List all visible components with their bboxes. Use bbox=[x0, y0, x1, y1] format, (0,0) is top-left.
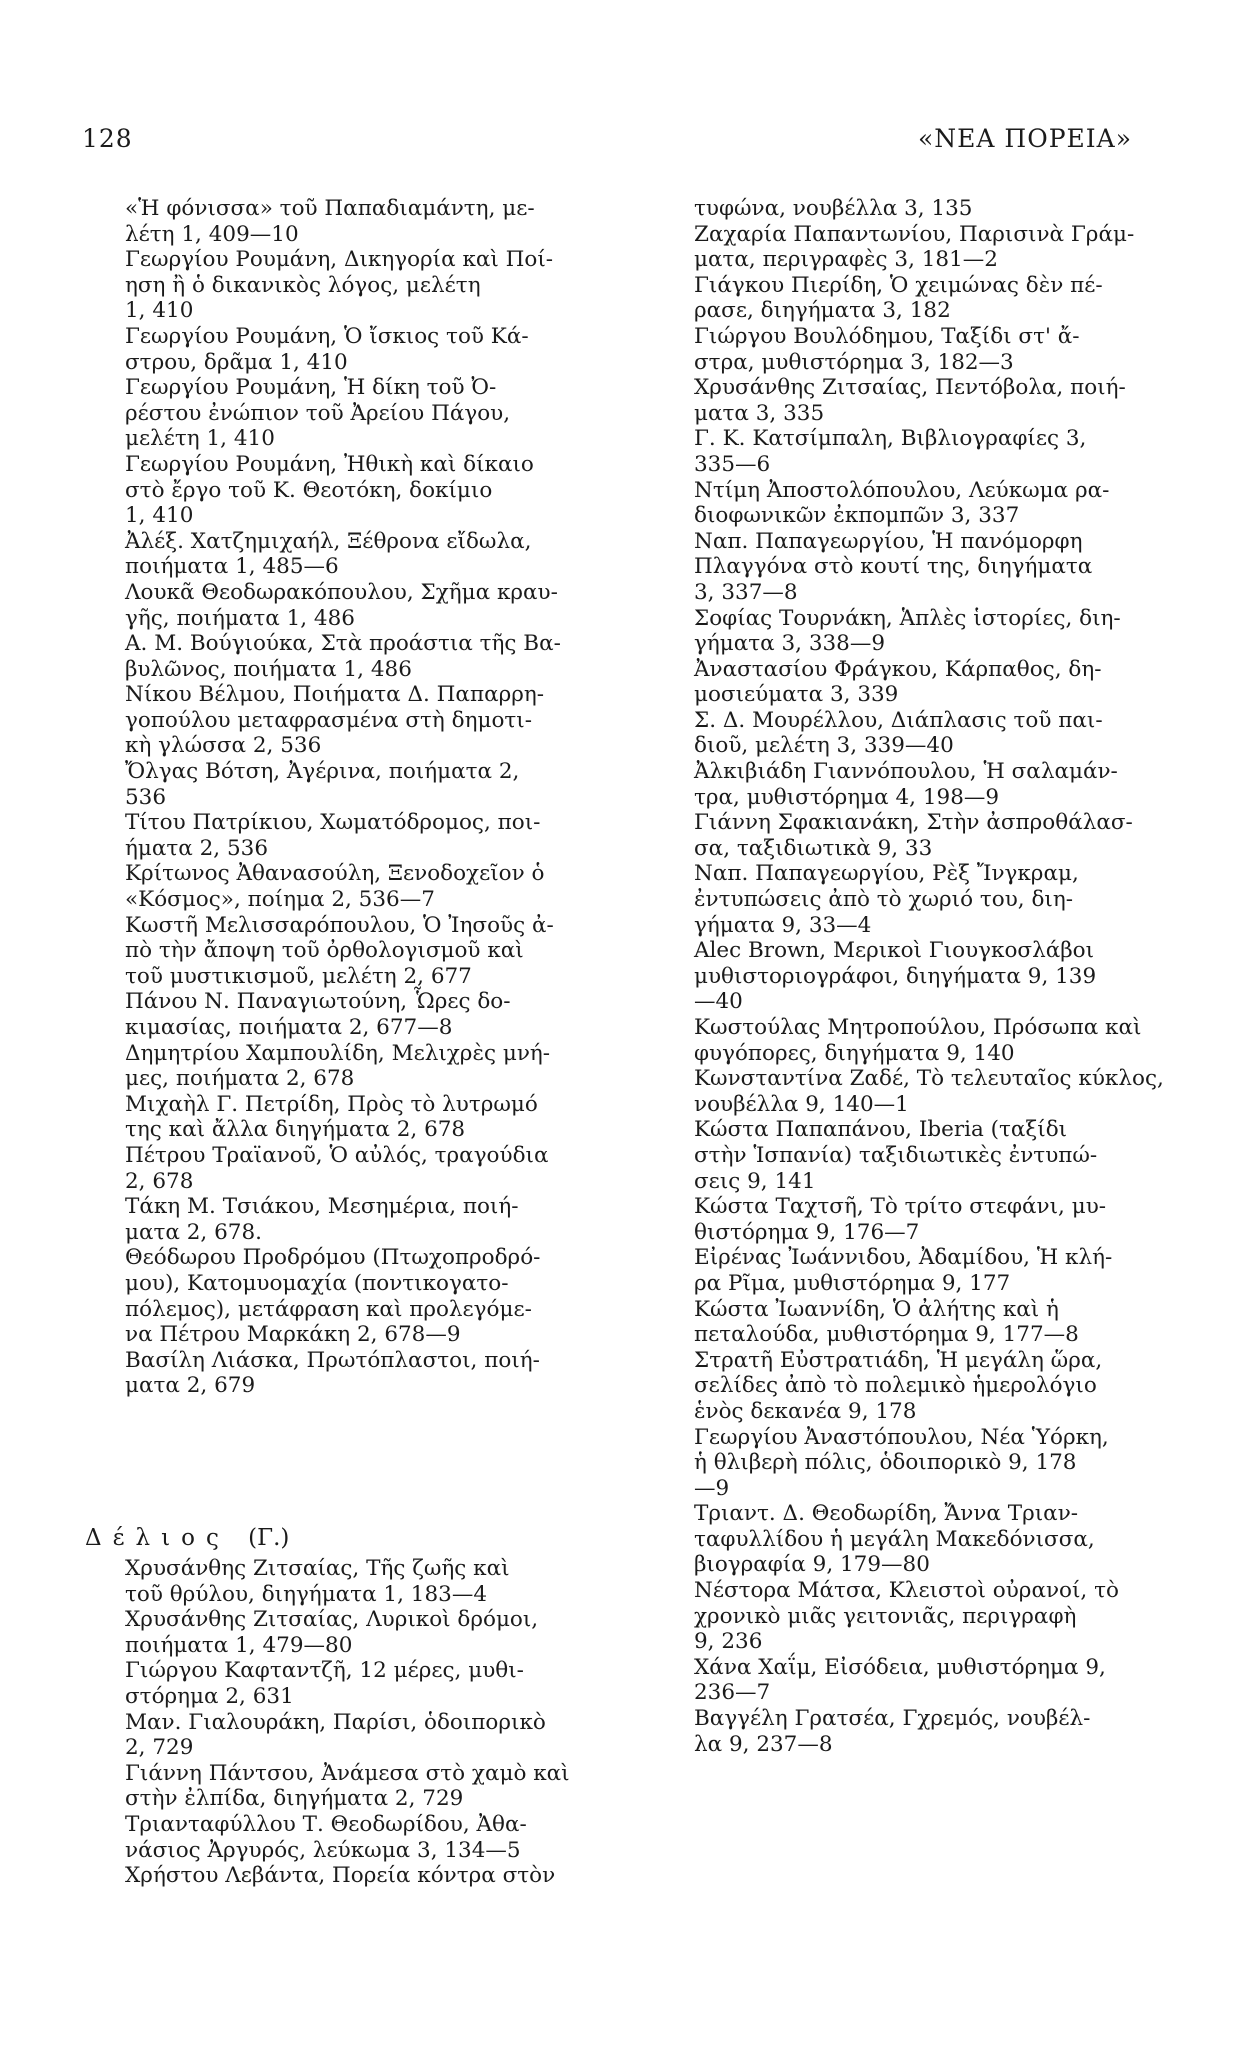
bibliography-entry bbox=[125, 1348, 630, 1399]
bibliography-entry bbox=[125, 375, 630, 452]
entry-line: Κωστούλας Μητροπούλου, Πρόσωπα καὶ bbox=[694, 1015, 1142, 1040]
entry-line: Alec Brown, Μερικοὶ Γιουγκοσλάβοι bbox=[694, 938, 1095, 964]
entry-line: ταφυλλίδου ἡ μεγάλη Μακεδόνισσα, bbox=[694, 1526, 1095, 1552]
entry-line: Γιάννη Πάντσου, Ἀνάμεσα στὸ χαμὸ καὶ bbox=[125, 1760, 570, 1786]
entry-line: χρονικὸ μιᾶς γειτονιᾶς, περιγραφὴ bbox=[694, 1603, 1077, 1629]
bibliography-entry bbox=[694, 324, 1214, 375]
bibliography-entry bbox=[694, 657, 1214, 708]
entry-line: Μαν. Γιαλουράκη, Παρίσι, ὁδοιπορικὸ bbox=[125, 1709, 546, 1735]
entry-line: Πλαγγόνα στὸ κουτί της, διηγήματα bbox=[694, 554, 1093, 580]
entry-line: Ὄλγας Βότση, Ἀγέρινα, ποιήματα 2, bbox=[125, 759, 520, 785]
entry-line: ματα 2, 679 bbox=[125, 1373, 256, 1399]
entry-line: Γιώργου Βουλόδημου, Ταξίδι στ' ἄ- bbox=[694, 323, 1080, 349]
entry-line: Νίκου Βέλμου, Ποιήματα Δ. Παπαρρη- bbox=[125, 682, 545, 708]
bibliography-entry bbox=[694, 606, 1214, 657]
entry-line: Δημητρίου Χαμπουλίδη, Μελιχρὲς μνή- bbox=[125, 1040, 551, 1066]
entry-line: τοῦ θρύλου, διηγήματα 1, 183—4 bbox=[125, 1581, 487, 1607]
entry-line: Ντίμη Ἀποστολόπουλου, Λεύκωμα ρα- bbox=[694, 477, 1110, 503]
entry-line: Κώστα Παπαπάνου, Iberia (ταξίδι bbox=[694, 1117, 1068, 1143]
entry-line: Βασίλη Λιάσκα, Πρωτόπλαστοι, ποιή- bbox=[125, 1347, 540, 1373]
bibliography-entry bbox=[694, 273, 1214, 324]
page-header bbox=[0, 0, 1250, 153]
entry-line: 1, 410 bbox=[125, 503, 194, 529]
entry-line: Θεόδωρου Προδρόμου (Πτωχοπροδρό- bbox=[125, 1245, 541, 1271]
entry-line: Πάνου Ν. Παναγιωτούνη, Ὧρες δο- bbox=[125, 989, 511, 1015]
entry-line: ρέστου ἐνώπιον τοῦ Ἀρείου Πάγου, bbox=[125, 400, 511, 426]
entry-line: λα 9, 237—8 bbox=[694, 1731, 833, 1757]
entry-line: Γιάννη Σφακιανάκη, Στὴν ἀσπροθάλασ- bbox=[694, 810, 1133, 836]
entry-line: Νέστορα Μάτσα, Κλειστοὶ οὐρανοί, τὸ bbox=[694, 1578, 1119, 1604]
bibliography-entry bbox=[125, 580, 630, 631]
entry-line: μελέτη 1, 410 bbox=[125, 426, 275, 452]
entry-line: Κώστα Ταχτσῆ, Τὸ τρίτο στεφάνι, μυ- bbox=[694, 1194, 1107, 1220]
entry-line: «Ἡ φόνισσα» τοῦ Παπαδιαμάντη, με- bbox=[125, 196, 535, 221]
entry-line: ρασε, διηγήματα 3, 182 bbox=[694, 298, 951, 324]
bibliography-entry bbox=[694, 375, 1214, 426]
entry-line: σεις 9, 141 bbox=[694, 1168, 816, 1194]
entry-line: Γ. Κ. Κατσίμπαλη, Βιβλιογραφίες 3, bbox=[694, 426, 1087, 452]
entry-line: Σοφίας Τουρνάκη, Ἁπλὲς ἱστορίες, διη- bbox=[694, 605, 1121, 631]
entry-line: μοσιεύματα 3, 339 bbox=[694, 682, 899, 708]
entry-line: 9, 236 bbox=[694, 1629, 763, 1655]
entry-line: 335—6 bbox=[694, 451, 771, 477]
entry-line: 2, 678 bbox=[125, 1168, 194, 1194]
entry-line: Σ. Δ. Μουρέλλου, Διάπλασις τοῦ παι- bbox=[694, 707, 1103, 733]
bibliography-entry bbox=[694, 1578, 1214, 1655]
bibliography-entry bbox=[125, 452, 630, 529]
entry-line: Ἀλέξ. Χατζημιχαήλ, Ξέθρονα εἴδωλα, bbox=[125, 528, 532, 554]
entry-line: της καὶ ἄλλα διηγήματα 2, 678 bbox=[125, 1117, 466, 1143]
bibliography-entry bbox=[125, 1092, 630, 1143]
entry-line: «Κόσμος», ποίημα 2, 536—7 bbox=[125, 887, 435, 913]
entry-line: στρα, μυθιστόρημα 3, 182—3 bbox=[694, 349, 1014, 375]
entry-line: τοῦ μυστικισμοῦ, μελέτη 2, 677 bbox=[125, 963, 472, 989]
entry-line: Ἀναστασίου Φράγκου, Κάρπαθος, δη- bbox=[694, 656, 1102, 682]
entry-line: θιστόρημα 9, 176—7 bbox=[694, 1219, 920, 1245]
entry-line: γήματα 3, 338—9 bbox=[694, 631, 886, 657]
entry-line: πόλεμος), μετάφραση καὶ προλεγόμε- bbox=[125, 1296, 532, 1322]
bibliography-entry bbox=[125, 1143, 630, 1194]
entry-line: ηση ἢ ὁ δικανικὸς λόγος, μελέτη bbox=[125, 272, 481, 298]
page-number: 128 bbox=[82, 124, 133, 153]
entry-line: τρα, μυθιστόρημα 4, 198—9 bbox=[694, 784, 1000, 810]
left-column-continued bbox=[125, 1556, 630, 1889]
entry-line: Κωνσταντίνα Ζαδέ, Τὸ τελευταῖος κύκλος, bbox=[694, 1066, 1164, 1092]
entry-line: στὸ ἔργο τοῦ Κ. Θεοτόκη, δοκίμιο bbox=[125, 477, 493, 503]
bibliography-entry bbox=[125, 1863, 630, 1889]
entry-line: σελίδες ἀπὸ τὸ πολεμικὸ ἡμερολόγιο bbox=[694, 1373, 1097, 1399]
entry-line: μου), Κατομυομαχία (ποντικογατο- bbox=[125, 1270, 509, 1296]
entry-line: Χρήστου Λεβάντα, Πορεία κόντρα στὸν bbox=[125, 1863, 556, 1889]
section-heading bbox=[85, 1525, 289, 1551]
entry-line: στόρημα 2, 631 bbox=[125, 1683, 294, 1709]
entry-line: ματα 2, 678. bbox=[125, 1219, 262, 1245]
entry-line: Γιάγκου Πιερίδη, Ὁ χειμώνας δὲν πέ- bbox=[694, 272, 1103, 298]
bibliography-entry bbox=[694, 810, 1214, 861]
entry-line: Χρυσάνθης Ζιτσαίας, Πεντόβολα, ποιή- bbox=[694, 375, 1126, 401]
entry-line: Κώστα Ἰωαννίδη, Ὁ ἀλήτης καὶ ἡ bbox=[694, 1296, 1059, 1322]
bibliography-entry bbox=[694, 426, 1214, 477]
bibliography-entry bbox=[125, 196, 630, 247]
left-column bbox=[125, 196, 630, 1399]
entry-line: ματα 3, 335 bbox=[694, 400, 825, 426]
bibliography-entry bbox=[694, 478, 1214, 529]
bibliography-entry bbox=[125, 1710, 630, 1761]
entry-line: βυλῶνος, ποιήματα 1, 486 bbox=[125, 656, 412, 682]
entry-line: να Πέτρου Μαρκάκη 2, 678—9 bbox=[125, 1322, 461, 1348]
entry-line: στὴν Ἱσπανία) ταξιδιωτικὲς ἐντυπώ- bbox=[694, 1142, 1098, 1168]
bibliography-entry bbox=[125, 1245, 630, 1347]
entry-line: Τριανταφύλλου Τ. Θεοδωρίδου, Ἀθα- bbox=[125, 1811, 527, 1837]
bibliography-entry bbox=[125, 989, 630, 1040]
entry-line: Χρυσάνθης Ζιτσαίας, Λυρικοὶ δρόμοι, bbox=[125, 1607, 539, 1633]
entry-line: τυφώνα, νουβέλλα 3, 135 bbox=[694, 196, 973, 221]
bibliography-entry bbox=[125, 861, 630, 912]
bibliography-entry bbox=[694, 759, 1214, 810]
bibliography-entry bbox=[694, 1117, 1214, 1194]
journal-title: «ΝΕΑ ΠΟΡΕΙΑ» bbox=[917, 124, 1132, 153]
bibliography-entry bbox=[125, 1194, 630, 1245]
entry-line: Τάκη Μ. Τσιάκου, Μεσημέρια, ποιή- bbox=[125, 1194, 519, 1220]
bibliography-entry bbox=[125, 759, 630, 810]
bibliography-entry bbox=[125, 810, 630, 861]
entry-line: Γεωργίου Ρουμάνη, Ἡ δίκη τοῦ Ὀ- bbox=[125, 375, 497, 401]
entry-line: Α. Μ. Βούγιούκα, Στὰ προάστια τῆς Βα- bbox=[125, 631, 561, 657]
bibliography-entry bbox=[694, 1706, 1214, 1757]
entry-line: Στρατῆ Εὐστρατιάδη, Ἡ μεγάλη ὥρα, bbox=[694, 1347, 1103, 1373]
bibliography-entry bbox=[694, 1501, 1214, 1578]
section-heading-name: Δέλιος bbox=[85, 1525, 230, 1551]
entry-line: Κρίτωνος Ἀθανασούλη, Ξενοδοχεῖον ὁ bbox=[125, 861, 545, 887]
entry-line: Ναπ. Παπαγεωργίου, Ἡ πανόμορφη bbox=[694, 528, 1083, 554]
bibliography-entry bbox=[694, 222, 1214, 273]
entry-line: μυθιστοριογράφοι, διηγήματα 9, 139 bbox=[694, 963, 1097, 989]
bibliography-entry bbox=[125, 529, 630, 580]
entry-line: νάσιος Ἀργυρός, λεύκωμα 3, 134—5 bbox=[125, 1837, 521, 1863]
entry-line: κιμασίας, ποιήματα 2, 677—8 bbox=[125, 1015, 453, 1040]
entry-line: ματα, περιγραφὲς 3, 181—2 bbox=[694, 247, 998, 273]
entry-line: Μιχαὴλ Γ. Πετρίδη, Πρὸς τὸ λυτρωμό bbox=[125, 1091, 538, 1117]
entry-line: 2, 729 bbox=[125, 1735, 194, 1761]
entry-line: Χρυσάνθης Ζιτσαίας, Τῆς ζωῆς καὶ bbox=[125, 1556, 510, 1581]
entry-line: γῆς, ποιήματα 1, 486 bbox=[125, 605, 355, 631]
entry-line: ἑνὸς δεκανέα 9, 178 bbox=[694, 1398, 917, 1424]
entry-line: ἡ θλιβερὴ πόλις, ὁδοιπορικὸ 9, 178 bbox=[694, 1450, 1077, 1476]
bibliography-entry bbox=[125, 631, 630, 682]
bibliography-entry bbox=[125, 1607, 630, 1658]
bibliography-entry bbox=[125, 324, 630, 375]
bibliography-entry bbox=[694, 1015, 1214, 1066]
entry-line: 236—7 bbox=[694, 1680, 771, 1706]
entry-line: διοφωνικῶν ἐκπομπῶν 3, 337 bbox=[694, 503, 1020, 529]
entry-line: νουβέλλα 9, 140—1 bbox=[694, 1091, 909, 1117]
entry-line: Ζαχαρία Παπαντωνίου, Παρισινὰ Γράμ- bbox=[694, 221, 1135, 247]
bibliography-entry bbox=[125, 1041, 630, 1092]
bibliography-entry bbox=[694, 529, 1214, 606]
entry-line: 1, 410 bbox=[125, 298, 194, 324]
bibliography-entry bbox=[125, 1658, 630, 1709]
entry-line: βιογραφία 9, 179—80 bbox=[694, 1552, 930, 1578]
entry-line: πὸ τὴν ἄποψη τοῦ ὀρθολογισμοῦ καὶ bbox=[125, 938, 524, 964]
entry-line: στρου, δρᾶμα 1, 410 bbox=[125, 349, 348, 375]
entry-line: —9 bbox=[694, 1475, 730, 1501]
entry-line: φυγόπορες, διηγήματα 9, 140 bbox=[694, 1040, 1015, 1066]
bibliography-entry bbox=[694, 938, 1214, 1015]
entry-line: ήματα 2, 536 bbox=[125, 835, 269, 861]
bibliography-entry bbox=[125, 1761, 630, 1812]
bibliography-entry bbox=[694, 1194, 1214, 1245]
entry-line: Τριαντ. Δ. Θεοδωρίδη, Ἄννα Τριαν- bbox=[694, 1501, 1079, 1527]
entry-line: 3, 337—8 bbox=[694, 579, 798, 605]
bibliography-entry bbox=[694, 1066, 1214, 1117]
entry-line: ρα Ρῖμα, μυθιστόρημα 9, 177 bbox=[694, 1270, 1011, 1296]
entry-line: λέτη 1, 409—10 bbox=[125, 221, 299, 247]
bibliography-entry bbox=[125, 913, 630, 990]
entry-line: Εἰρένας Ἰωάννιδου, Ἀδαμίδου, Ἡ κλή- bbox=[694, 1245, 1113, 1271]
entry-line: Τίτου Πατρίκιου, Χωματόδρομος, ποι- bbox=[125, 810, 541, 836]
entry-line: Γεωργίου Ρουμάνη, Ὁ ἴσκιος τοῦ Κά- bbox=[125, 323, 529, 349]
entry-line: γοπούλου μεταφρασμένα στὴ δημοτι- bbox=[125, 707, 532, 733]
bibliography-entry bbox=[125, 247, 630, 324]
entry-line: Λουκᾶ Θεοδωρακόπουλου, Σχῆμα κραυ- bbox=[125, 579, 558, 605]
entry-line: στὴν ἐλπίδα, διηγήματα 2, 729 bbox=[125, 1786, 464, 1812]
entry-line: γήματα 9, 33—4 bbox=[694, 912, 872, 938]
entry-line: Γιώργου Καφταντζῆ, 12 μέρες, μυθι- bbox=[125, 1658, 524, 1684]
entry-line: ἐντυπώσεις ἀπὸ τὸ χωριό του, διη- bbox=[694, 887, 1073, 913]
entry-line: Βαγγέλη Γρατσέα, Γχρεμός, νουβέλ- bbox=[694, 1706, 1091, 1732]
entry-line: Γεωργίου Ρουμάνη, Δικηγορία καὶ Ποί- bbox=[125, 247, 554, 273]
bibliography-entry bbox=[694, 1297, 1214, 1348]
section-heading-suffix: (Γ.) bbox=[248, 1525, 290, 1551]
bibliography-entry bbox=[125, 1812, 630, 1863]
entry-line: —40 bbox=[694, 989, 743, 1015]
bibliography-entry bbox=[694, 1348, 1214, 1425]
entry-line: Γεωργίου Ρουμάνη, Ἠθικὴ καὶ δίκαιο bbox=[125, 451, 534, 477]
right-column bbox=[694, 196, 1214, 1757]
entry-line: κὴ γλώσσα 2, 536 bbox=[125, 733, 322, 759]
entry-line: Κωστῆ Μελισσαρόπουλου, Ὁ Ἰησοῦς ἀ- bbox=[125, 912, 554, 938]
bibliography-entry bbox=[694, 196, 1214, 222]
entry-line: μες, ποιήματα 2, 678 bbox=[125, 1066, 355, 1092]
entry-line: Ναπ. Παπαγεωργίου, Ρὲξ Ἴνγκραμ, bbox=[694, 861, 1079, 887]
entry-line: 536 bbox=[125, 784, 167, 810]
bibliography-entry bbox=[694, 1245, 1214, 1296]
entry-line: Γεωργίου Ἀναστόπουλου, Νέα Ὑόρκη, bbox=[694, 1424, 1109, 1450]
entry-line: Χάνα Χαΐμ, Εἰσόδεια, μυθιστόρημα 9, bbox=[694, 1654, 1106, 1680]
entry-line: ποιήματα 1, 485—6 bbox=[125, 554, 339, 580]
entry-line: Πέτρου Τραϊανοῦ, Ὁ αὐλός, τραγούδια bbox=[125, 1142, 549, 1168]
bibliography-entry bbox=[125, 1556, 630, 1607]
bibliography-entry bbox=[694, 861, 1214, 938]
bibliography-entry bbox=[694, 1425, 1214, 1502]
entry-line: διοῦ, μελέτη 3, 339—40 bbox=[694, 733, 954, 759]
bibliography-entry bbox=[694, 708, 1214, 759]
bibliography-entry bbox=[125, 682, 630, 759]
entry-line: πεταλούδα, μυθιστόρημα 9, 177—8 bbox=[694, 1322, 1079, 1348]
bibliography-entry bbox=[694, 1655, 1214, 1706]
entry-line: σα, ταξιδιωτικὰ 9, 33 bbox=[694, 835, 933, 861]
entry-line: Ἀλκιβιάδη Γιαννόπουλου, Ἡ σαλαμάν- bbox=[694, 759, 1118, 785]
entry-line: ποιήματα 1, 479—80 bbox=[125, 1632, 353, 1658]
